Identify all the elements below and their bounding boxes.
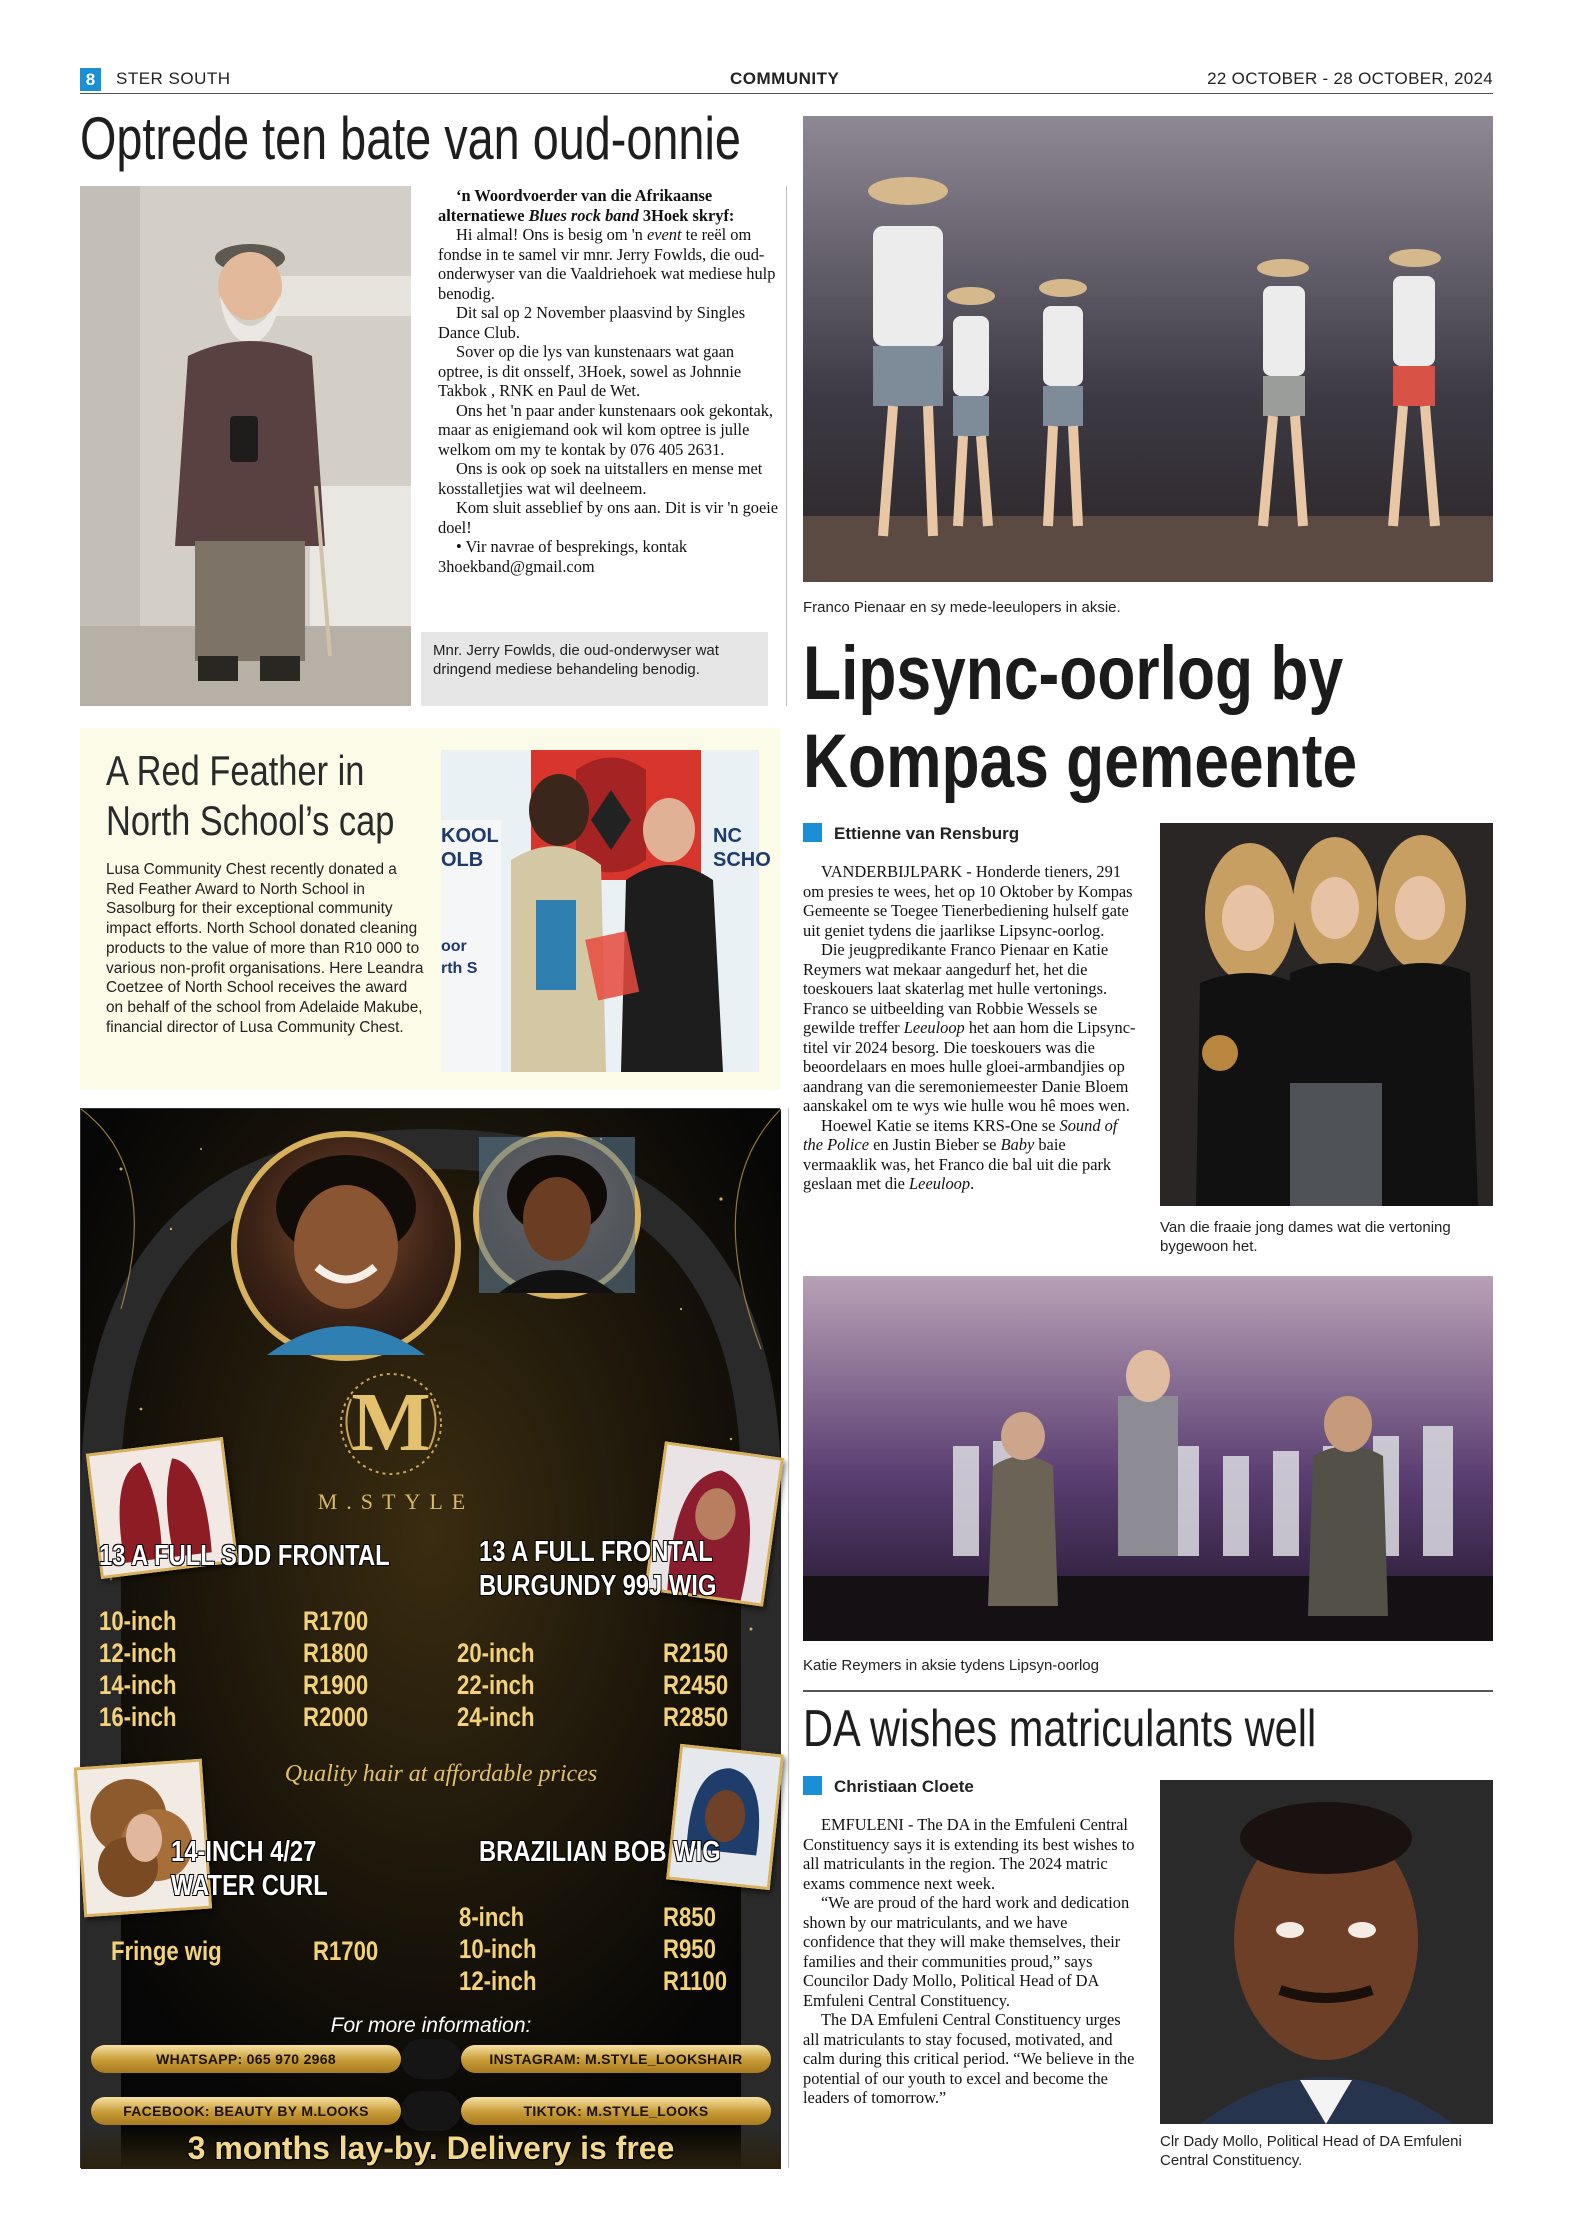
- oudonnie-p3: Sover op die lys van kunstenaars wat gaan optree, is dit onsself, 3Hoek, sowel as Johnnie Takbok , RNK en Paul de Wet.: [438, 342, 742, 400]
- da-p3: The DA Emfuleni Central Constituency urges all matriculants to stay focused, motivated, and calm during this critical period. “We believe in the potential of our youth to excel and become the leaders of tomorrow.”: [803, 2010, 1135, 2107]
- photo-dady-mollo: [1160, 1780, 1493, 2124]
- lipsync-headline: Lipsync-oorlog by Kompas gemeente: [803, 631, 1358, 804]
- photo-young-ladies: [1160, 823, 1493, 1206]
- da-top-rule: [803, 1690, 1493, 1692]
- page-header: [80, 66, 1493, 94]
- photo-franco-stage: [803, 116, 1493, 582]
- lipsync-p3-italic1: Sound of the Police: [803, 1115, 1118, 1154]
- product1-sizes: 10-inch 12-inch 14-inch 16-inch: [99, 1606, 177, 1732]
- redfeather-headline: A Red Feather in North School’s cap: [106, 747, 395, 844]
- oudonnie-caption: Mnr. Jerry Fowlds, die oud-onderwyser wat dringend mediese behandeling benodig.: [421, 632, 768, 706]
- lipsync-byline: Ettienne van Rensburg: [803, 823, 1143, 844]
- oudonnie-p1a: Hi almal! Ons is besig om 'n: [456, 225, 647, 244]
- oudonnie-divider: [786, 186, 787, 706]
- oudonnie-p6: Kom sluit asseblief by ons aan. Dit is vir 'n goeie doel!: [438, 498, 779, 537]
- headline-oudonnie: Optrede ten bate van oud-onnie: [80, 105, 741, 172]
- lipsync-p1: VANDERBIJLPARK - Honderde tieners, 291 om presies te wees, het op 10 Oktober by Kompas Gemeente se Toegee Tienerbediening hulself gate uit geniet tydens die jaarlikse Lipsync-oorlog.: [803, 862, 1133, 940]
- more-info-label: For more information:: [330, 2014, 532, 2037]
- tiktok-pill: TIKTOK: M.STYLE_LOOKS: [461, 2097, 771, 2125]
- da-body: [803, 1815, 1139, 2108]
- redfeather-body: Lusa Community Chest recently donated a Red Feather Award to North School in Sasolburg for their exceptional community impact efforts. North School donated cleaning products to the value of more than R10 000 to various non-profit organisations. Here Leandra Coetzee of North School receives the award on behalf of the school from Adelaide Makube, financial director of Lusa Community Chest.: [106, 861, 424, 1036]
- lipsync-p2-italic: Leeuloop: [903, 1018, 965, 1037]
- publication-name: STER SOUTH: [116, 69, 231, 88]
- mstyle-logo: [331, 1369, 451, 1479]
- oudonnie-p1b: te reël om fondse in te samel vir mnr. Jerry Fowlds, die oud-onderwyser van die Vaaldriehoek wat mediese hulp benodig.: [438, 225, 776, 303]
- lipsync-body: [803, 862, 1138, 1194]
- issue-date: 22 OCTOBER - 28 OCTOBER, 2024: [1207, 69, 1493, 88]
- lipsync-p2a: Die jeugpredikante Franco Pienaar en Katie Reymers wat mekaar aangedurf het, het die toeskouers laat skaterlag met hulle vertonings. Franco se uitbeelding van Robbie Wessels se gewilde treffer: [803, 940, 1109, 1037]
- fringe-wig-price: R1700: [313, 1936, 379, 1966]
- product4-sizes: 8-inch 10-inch 12-inch: [459, 1902, 537, 1996]
- oudonnie-intro-italic: Blues rock band: [528, 205, 639, 225]
- lipsync-p3b: en Justin Bieber se: [869, 1135, 1001, 1154]
- lipsync-p2b: het aan hom die Lipsync-titel vir 2024 besorg. Die toeskouers was die beoordelaars en moes hulle gloei-armbandjies op aandrang van die seremoniemeester Danie Bloem aanskakel om te wys wie hulle wou hê moes wen.: [803, 1018, 1136, 1115]
- facebook-pill: FACEBOOK: BEAUTY BY M.LOOKS: [91, 2097, 401, 2125]
- portrait-secondary: [473, 1131, 641, 1299]
- product1-prices: R1700 R1800 R1900 R2000: [303, 1606, 369, 1732]
- product1-title: 13 A FULL SDD FRONTAL: [99, 1540, 390, 1572]
- oudonnie-p1-italic: event: [646, 225, 682, 244]
- product2-sizes: 20-inch 22-inch 24-inch: [457, 1638, 535, 1732]
- sign-text-left: KOOL OLB: [441, 825, 499, 871]
- section-name: COMMUNITY: [730, 69, 840, 88]
- lipsync-p3-italic3: Leeuloop: [909, 1174, 971, 1193]
- page-number-badge: 8: [80, 68, 101, 91]
- ad-tagline: Quality hair at affordable prices: [284, 1761, 598, 1787]
- product2-title: 13 A FULL FRONTAL BURGUNDY 99J WIG: [479, 1536, 717, 1602]
- oudonnie-p5: Ons is ook op soek na uitstallers en mense met kosstalletjies wat wil deelneem.: [438, 459, 763, 498]
- brand-name: M.STYLE: [317, 1489, 475, 1514]
- redfeather-box: [80, 728, 780, 1090]
- fringe-wig-label: Fringe wig: [111, 1936, 222, 1966]
- contact-divider-knot: [401, 2039, 461, 2079]
- sign-text-left-lower: oor rth S: [441, 938, 478, 977]
- photo2-caption: Van die fraaie jong dames wat die vertoning bygewoon het.: [1160, 1219, 1451, 1255]
- photo-red-feather-award: [441, 750, 771, 1072]
- product4-prices: R850 R950 R1100: [663, 1902, 728, 1996]
- instagram-pill: INSTAGRAM: M.STYLE_LOOKSHAIR: [461, 2045, 771, 2073]
- da-byline: Christiaan Cloete: [803, 1776, 1143, 1797]
- oudonnie-body: [438, 186, 780, 576]
- lipsync-p3a: Hoewel Katie se items KRS-One se: [821, 1115, 1060, 1135]
- contact-divider-knot-2: [401, 2091, 461, 2131]
- portrait-main: [231, 1131, 461, 1361]
- lipsync-p3c: baie vermaaklik was, het Franco die bal uit die park geslaan met die: [803, 1135, 1112, 1193]
- da-headline: DA wishes matriculants well: [803, 1700, 1317, 1758]
- ad-footer: 3 months lay-by. Delivery is free: [81, 2127, 781, 2169]
- byline-marker: [803, 823, 822, 842]
- photo3-caption: Katie Reymers in aksie tydens Lipsyn-oorlog: [803, 1657, 1099, 1674]
- photo-jerry-fowlds: [80, 186, 411, 706]
- photo-katie-stage: [803, 1276, 1493, 1641]
- product4-title: BRAZILIAN BOB WIG: [479, 1836, 721, 1868]
- oudonnie-p4: Ons het 'n paar ander kunstenaars ook gekontak, maar as enigiemand ook wil kom optree is julle welkom om my te kontak by 076 405 2631.: [438, 400, 774, 459]
- sign-text-right: NC SCHO: [713, 825, 771, 871]
- oudonnie-p7: • Vir navrae of besprekings, kontak 3hoekband@gmail.com: [438, 537, 688, 576]
- column-divider: [788, 1108, 789, 2168]
- da-photo-caption: Clr Dady Mollo, Political Head of DA Emfuleni Central Constituency.: [1160, 2133, 1462, 2169]
- logo-letter: M: [351, 1376, 431, 1469]
- lipsync-p3-italic2: Baby: [1000, 1135, 1035, 1154]
- whatsapp-pill: WHATSAPP: 065 970 2968: [91, 2045, 401, 2073]
- product2-prices: R2150 R2450 R2850: [663, 1638, 729, 1732]
- oudonnie-intro-end: 3Hoek skryf:: [638, 205, 735, 225]
- oudonnie-intro: ‘n Woordvoerder van die Afrikaanse alternatiewe: [438, 186, 713, 225]
- photo1-caption: Franco Pienaar en sy mede-leeulopers in aksie.: [803, 599, 1121, 616]
- product3-title: 14-INCH 4/27 WATER CURL: [171, 1836, 328, 1902]
- oudonnie-p2: Dit sal op 2 November plaasvind by Singles Dance Club.: [438, 303, 746, 342]
- byline-marker-da: [803, 1776, 822, 1795]
- da-p2: “We are proud of the hard work and dedication shown by our matriculants, and we have confidence that they will make themselves, their families and their communities proud,” says Councilor Dady Mollo, Political Head of DA Emfuleni Central Constituency.: [803, 1893, 1130, 2010]
- advert-mstyle: [80, 1108, 780, 2168]
- lipsync-p3d: .: [970, 1174, 975, 1193]
- da-p1: EMFULENI - The DA in the Emfuleni Central Constituency says it is extending its best wishes to all matriculants in the region. The 2024 matric exams commence next week.: [803, 1815, 1135, 1893]
